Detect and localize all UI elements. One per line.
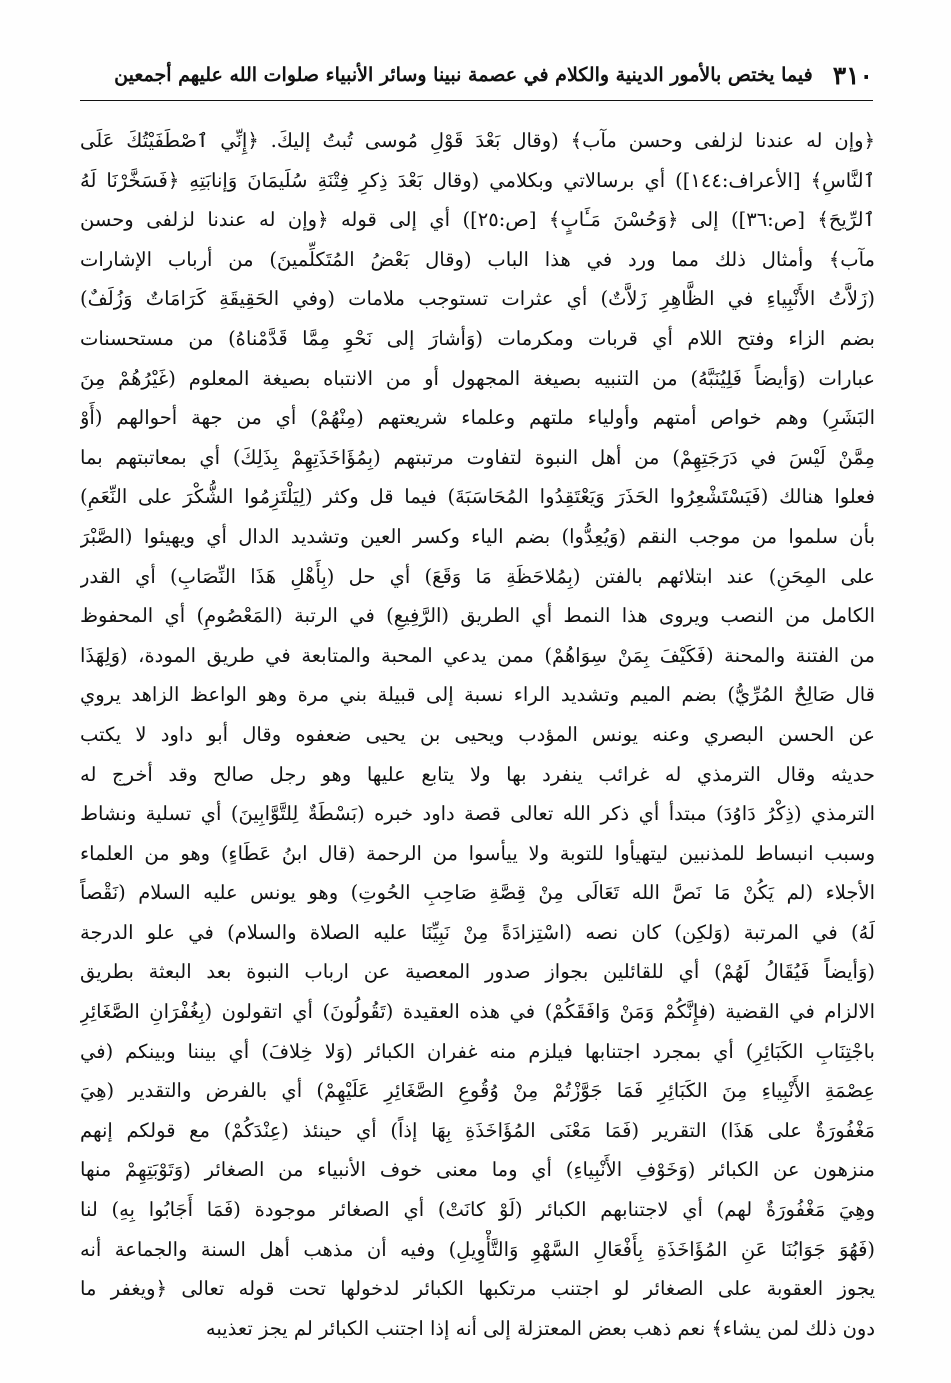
text-line: قال صَالِحٌ المُرِّيُّ) بضم الميم وتشديد الراء نسبة إلى قبيلة بني مرة وهو الواعظ الزاهد يروي [80, 683, 875, 707]
page-number: ٣١٠ [832, 60, 873, 90]
text-line: (وَأيضاً فَيُقَالُ لَهُمْ) أي للقائلين بجواز صدور المعصية عن ارباب النبوة بعد البعثة بطريق [80, 960, 875, 984]
text-line: على المِحَنِ) عند ابتلائهم بالفتن (بِمُلاحَظَةِ مَا وَقَعَ) أي حل (بِأَهْلِ هَذَا النِّصَابِ) أي القدر [80, 564, 875, 588]
text-line: بأن سلموا من موجب النقم (وَيُعِدُّوا) بضم الياء وكسر العين وتشديد الدال أي ويهيئوا (الصَّبْرَ [80, 524, 875, 548]
text-line: مِمَّنْ لَيْسَ في دَرَجَتِهِمْ) من أهل النبوة لتفاوت مرتبتهم (بِمُؤَاخَذَتِهِمْ بِذَلِكَ) أي بمعاتبتهم بما [80, 445, 875, 469]
text-line: منزهون عن الكبائر (وَخَوْفِ الأَنْبِياءِ) أي وما معنى خوف الأنبياء من الصغائر (وَتَوْبَتِهِمْ منها [80, 1158, 875, 1182]
text-line: البَشَرِ) وهم خواص أمتهم وأولياء ملتهم وعلماء شريعتهم (مِنْهُمْ) أي من جهة أحوالهم (أَوْ [80, 406, 875, 430]
text-line: ٱلرِّيحَ﴾ [ص:٣٦]) إلى ﴿وَحُسْنَ مَـَٔابٍ﴾ [ص:٢٥]) أي إلى قوله ﴿وإن له عندنا لزلفى وحسن [80, 208, 875, 232]
text-line: لَهُ) في المرتبة (وَلكِن) كان نصه (اسْتِزادَةً مِنْ نَبِيِّنَا عليه الصلاة والسلام) في علو الدرجة [80, 920, 875, 944]
page-header [80, 56, 873, 94]
header-rule [80, 100, 873, 101]
text-line: ٱلنَّاسِ﴾ [الأعراف:١٤٤]) أي برسالاتي وبكلامي (وقال بَعْدَ ذِكرِ فِتْنَةِ سُلَيمَانَ وَإنابَتِهِ ﴿فَسَخَّرْنَا لَهُ [80, 168, 875, 192]
text-line: حديثه وقال الترمذي له غرائب ينفرد بها ولا يتابع عليها وهو رجل صالح وقد أخرج له [80, 762, 875, 786]
running-title: فيما يختص بالأمور الدينية والكلام في عصمة نبينا وسائر الأنبياء صلوات الله عليهم أجمعين [114, 64, 813, 86]
commentary-text [80, 121, 875, 1348]
text-line: يجوز العقوبة على الصغائر لو اجتنب مرتكبها الكبائر لدخولها تحت قوله تعالى ﴿ويغفر ما [80, 1277, 875, 1301]
text-line: مآب﴾ وأمثال ذلك مما ورد في هذا الباب (وقال بَعْضُ المُتَكلِّمينَ) من أرباب الإشارات [80, 247, 875, 271]
text-line: عِصْمَةِ الأَنْبِياءِ مِنَ الكَبَائِرِ فَمَا جَوَّزْتُمْ مِنْ وُقُوعِ الصَّغَائِرِ عَلَيْهِمْ) أي بالفرض والتقدير (هِيَ [80, 1079, 875, 1103]
text-line: الكامل من النصب ويروى هذا النمط أي الطريق (الرَّفِيعِ) في الرتبة (المَعْصُومِ) أي المحفوظ [80, 604, 875, 628]
text-line: باجْتِنَابِ الكَبَائِرِ) أي بمجرد اجتنابها فيلزم منه غفران الكبائر (وَلا خِلافَ) أي بيننا وبينكم (في [80, 1039, 875, 1063]
text-line: الالزام في القضية (فإِنَّكُمْ وَمَنْ وَافَقَكُمْ) في هذه العقيدة (تَقُولُونَ) أي اتقولون (بِغُفْرَانِ الصَّغَائِرِ [80, 1000, 875, 1024]
text-line: دون ذلك لمن يشاء﴾ نعم ذهب بعض المعتزلة إلى أنه إذا اجتنب الكبائر لم يجز تعذيبه [205, 1316, 875, 1340]
text-line: بضم الزاء وفتح اللام أي قربات ومكرمات (وَأشارَ إلى نَحْوِ مِمَّا قَدَّمْناهُ) من مستحسنات [80, 326, 875, 350]
text-line: الأجلاء (لم يَكُنْ مَا نَصَّ الله تَعَالَى مِنْ قِصَّةِ صَاحِبِ الحُوتِ) وهو يونس عليه السلام (نَقْصاً [80, 881, 875, 905]
text-line: عن الحسن البصري وعنه يونس المؤدب ويحيى بن يحيى ضعفوه وقال أبو داود لا يكتب [80, 722, 875, 746]
text-line: الترمذي (ذِكْرُ دَاوُدَ) مبتدأ أي ذكر الله تعالى قصة داود خبره (بَسْطَةٌ لِلتَّوَّابِينَ) أي تسلية ونشاط [80, 802, 875, 826]
text-line: فعلوا هنالك (فَيَسْتَشْعِرُوا الحَذَرَ وَيَعْتَقِدُوا المُحَاسَبَةَ) فيما قل وكثر (لِيَلْتَزِمُوا الشُّكْرَ على النِّعَمِ) [80, 485, 875, 509]
text-line: من الفتنة والمحنة (فَكَيْفَ بِمَنْ سِوَاهُمْ) ممن يدعي المحبة والمتابعة في طريق المودة، (وَلِهَذَا [80, 643, 875, 667]
text-line: عبارات (وَأيضاً فَلِيُنَبَّهُ) من التنبيه بصيغة المجهول أو من الانتباه بصيغة المعلوم (غَيْرُهُمْ مِنَ [80, 366, 875, 390]
text-line: ﴿وإن له عندنا لزلفى وحسن مآب﴾ (وقال بَعْدَ قَوْلِ مُوسى تُبتُ إليكَ. ﴿إِنِّي ٱصْطَفَيْتُكَ عَلَى [80, 129, 875, 152]
text-line: وهِيَ مَغْفُورَةٌ لهم) أي لاجتنابهم الكبائر (لَوْ كانَتْ) أي الصغائر موجودة (فَمَا أَجَابُوا بِهِ) لنا [80, 1198, 875, 1222]
text-line: (فَهُوَ جَوَابُنَا عَنِ المُؤَاخَذَةِ بِأَفْعَالِ السَّهْوِ وَالتَّأْوِيلِ) وفيه أن مذهب أهل السنة والجماعة أنه [80, 1237, 875, 1261]
text-line: (زَلاَّتُ الأَنْبِياءِ في الظَّاهِرِ زَلاَّتٌ) أي عثرات تستوجب ملامات (وفي الحَقِيقَةِ كَرَامَاتٌ وَزُلَفٌ) [80, 287, 875, 311]
text-line: مَغْفُورَةٌ على هَذَا) التقرير (فَمَا مَعْنَى المُؤَاخَذَةِ بِهَا إذاً) أي حينئذ (عِنْدَكُمْ) مع قولكم إنهم [80, 1118, 875, 1142]
text-line: وسبب انبساط للمذنبين ليتهيأوا للتوبة ولا ييأسوا من الرحمة (قال ابنُ عَطَاءٍ) وهو من العلماء [80, 841, 875, 865]
